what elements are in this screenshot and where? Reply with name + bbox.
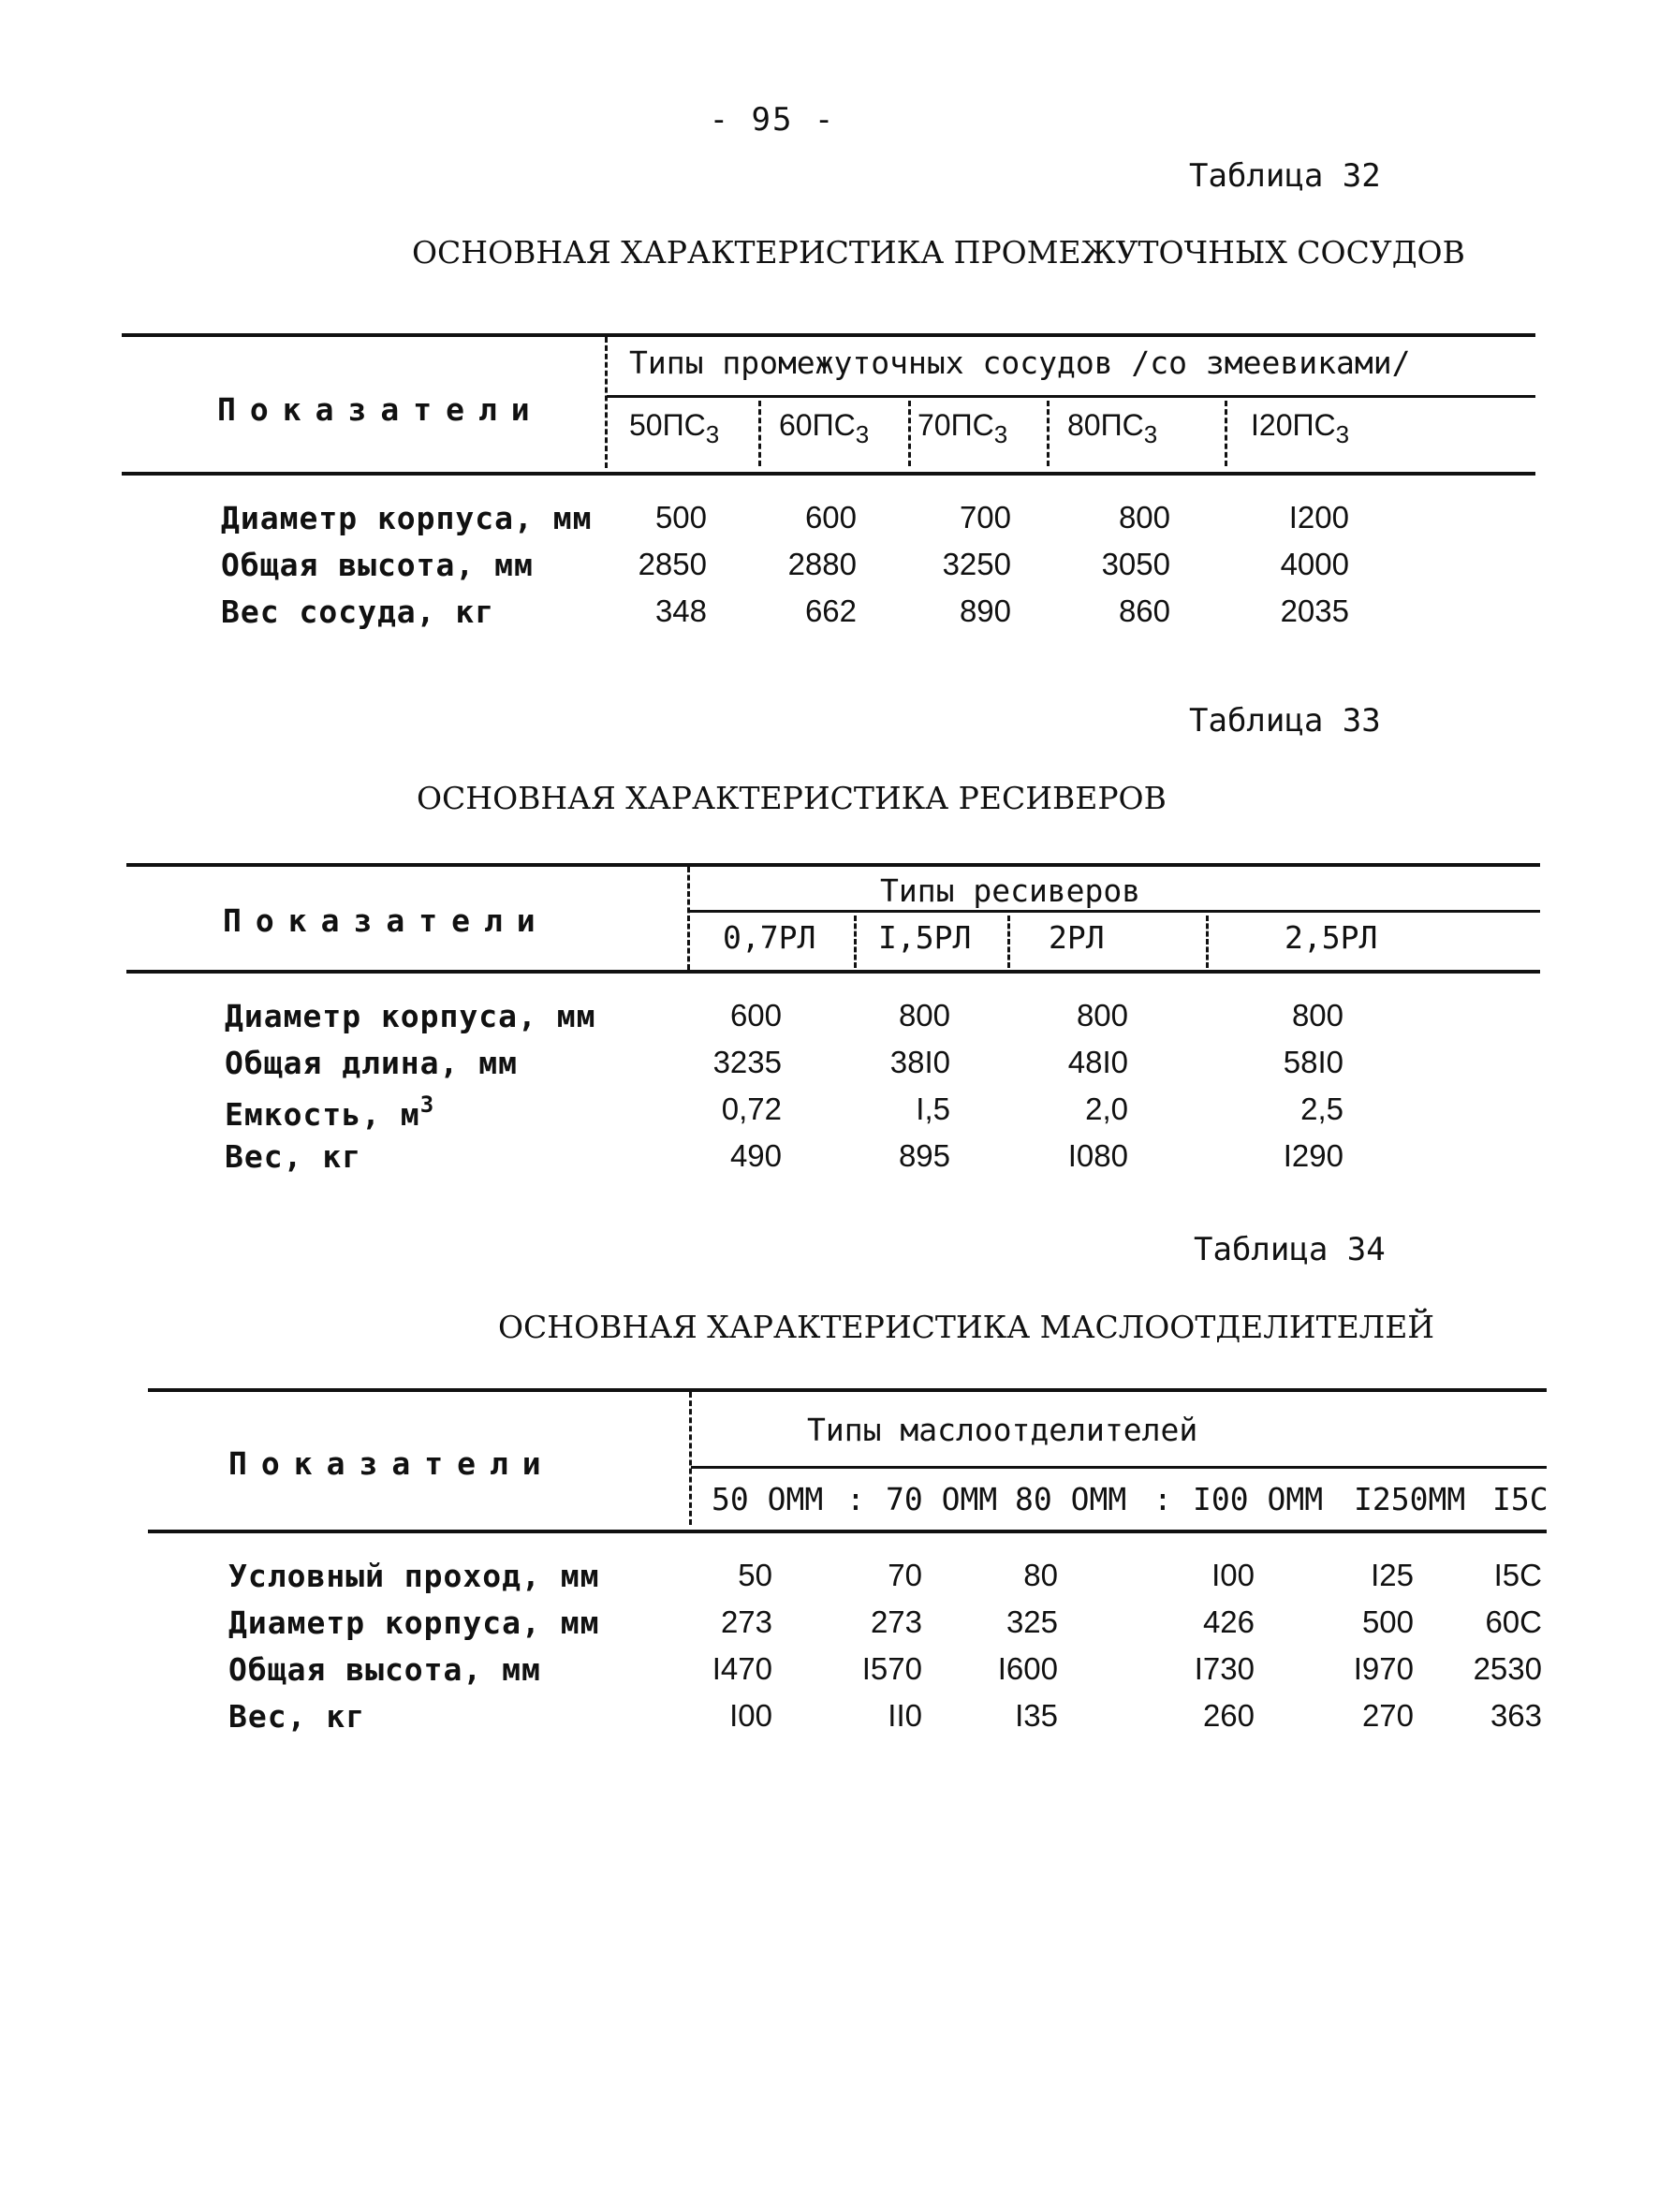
table-32-cell: I200 [1288,500,1349,535]
table-32-cell: 662 [804,593,857,628]
table-34-cell: 273 [720,1604,772,1639]
table-32-cell: 800 [1118,500,1170,535]
table-34-caption: Таблица 34 [1194,1231,1386,1268]
table-34-col-2: 70 ОММ [886,1481,998,1517]
table-33-title: ОСНОВНАЯ ХАРАКТЕРИСТИКА РЕСИВЕРОВ [417,780,1167,816]
table-34-cell: 2530 [1473,1651,1542,1686]
table-34-cell: I5С [1493,1558,1542,1592]
table-34-cell: 80 [1023,1558,1058,1592]
table-32-group-header: Типы промежуточных сосудов /со змеевиками/ [629,344,1411,381]
table-32-cell: 2880 [787,547,857,581]
table-34-cell: 60С [1485,1604,1542,1639]
table-34-row-label: Диаметр корпуса, мм [228,1604,600,1641]
table-33-group-rule [689,910,1540,913]
table-32-cell: 2035 [1280,593,1349,628]
table-34-divider [689,1392,692,1525]
table-34-cell: I570 [861,1651,922,1686]
table-34-cell: I730 [1194,1651,1255,1686]
table-32-header-rule [122,472,1535,476]
table-32-cell: 700 [959,500,1011,535]
table-34-row-label: Условный проход, мм [228,1558,600,1594]
table-33-cell: 2,5 [1300,1091,1343,1126]
table-33-col-3: 2РЛ [1049,919,1105,956]
table-33-row-label: Общая длина, мм [225,1045,519,1081]
table-34-row-label: Общая высота, мм [228,1651,541,1688]
table-32-cell: 860 [1118,593,1170,628]
table-33-col-sep [1206,916,1209,968]
table-34-cell: I25 [1371,1558,1414,1592]
table-34-col-sep: : [1153,1481,1172,1517]
table-33-cell: 600 [729,998,782,1033]
table-32-group-rule [607,395,1535,398]
table-34-cell: I470 [712,1651,772,1686]
table-34-cell: 363 [1490,1698,1542,1733]
table-33-cell: 3235 [712,1045,782,1079]
table-33-cell: 58I0 [1283,1045,1343,1079]
table-34-cell: 273 [870,1604,922,1639]
table-33-row-label: Емкость, $м^3$ [225,1091,435,1133]
table-33-cell: 38I0 [889,1045,950,1079]
table-33-col-2: I,5РЛ [878,919,972,956]
table-33-cell: I,5 [916,1091,950,1126]
table-34-col-6: I5С [1492,1481,1549,1517]
table-34-cell: 270 [1361,1698,1414,1733]
table-32-cell: 500 [654,500,707,535]
table-34-col-5: I250ММ [1354,1481,1466,1517]
table-32-row-label: Вес сосуда, кг [221,593,495,630]
table-34-cell: 325 [1006,1604,1058,1639]
table-32-col-sep [1225,401,1227,466]
table-34-cell: 500 [1361,1604,1414,1639]
table-34-header-rule [148,1530,1547,1533]
table-33-caption: Таблица 33 [1189,702,1381,740]
table-33-cell: 800 [1076,998,1128,1033]
table-33-cell: I080 [1067,1138,1128,1173]
table-33-cell: 895 [898,1138,950,1173]
table-33-col-1: 0,7РЛ [723,919,816,956]
table-33-row-label: Вес, кг [225,1138,362,1175]
table-33-cell: 0,72 [721,1091,782,1126]
table-34-cell: 70 [888,1558,922,1592]
table-34-col-4: I00 ОММ [1193,1481,1324,1517]
table-32-col-3: $70ПС_3$ [918,408,1008,448]
table-33-group-header: Типы ресиверов [880,872,1141,909]
table-33-cell: 490 [729,1138,782,1173]
table-34-row-header: Показатели [228,1445,555,1482]
table-33-header-rule [126,970,1540,974]
table-32-cell: 3050 [1101,547,1170,581]
table-32-row-label: Диаметр корпуса, мм [221,500,593,536]
table-34-group-header: Типы маслоотделителей [807,1412,1198,1448]
table-34-cell: I00 [1211,1558,1255,1592]
table-33-cell: I290 [1283,1138,1343,1173]
table-33-divider [687,867,690,970]
table-32-cell: 2850 [638,547,707,581]
table-32-col-4: $80ПС_3$ [1067,408,1158,448]
table-34-cell: 426 [1202,1604,1255,1639]
table-34-title: ОСНОВНАЯ ХАРАКТЕРИСТИКА МАСЛООТДЕЛИТЕЛЕЙ [498,1309,1435,1345]
table-32-divider [605,337,608,468]
table-32-cell: 3250 [942,547,1011,581]
table-33-col-sep [854,916,857,968]
table-32-col-5: $I20ПС_3$ [1251,408,1350,448]
table-34-cell: II0 [888,1698,922,1733]
page-number: - 95 - [709,101,836,139]
table-32-col-sep [908,401,911,466]
table-34-cell: I00 [729,1698,772,1733]
table-32-row-header: Показатели [217,391,544,428]
table-32-cell: 600 [804,500,857,535]
table-32-cell: 348 [654,593,707,628]
table-33-row-label: Диаметр корпуса, мм [225,998,596,1034]
table-34-col-3: 80 ОММ [1015,1481,1127,1517]
table-33-top-rule [126,863,1540,867]
table-32-cell: 890 [959,593,1011,628]
table-32-row-label: Общая высота, мм [221,547,534,583]
table-33-cell: 48I0 [1067,1045,1128,1079]
table-33-row-header: Показатели [223,902,550,939]
table-34-col-1: 50 ОММ [712,1481,824,1517]
table-32-col-1: $50ПС_3$ [629,408,720,448]
table-33-cell: 2,0 [1085,1091,1128,1126]
table-32-col-sep [1047,401,1050,466]
table-33-col-4: 2,5РЛ [1285,919,1378,956]
table-32-col-2: $60ПС_3$ [779,408,870,448]
table-34-col-sep: : [846,1481,865,1517]
table-34-cell: I600 [997,1651,1058,1686]
table-33-cell: 800 [898,998,950,1033]
table-34-top-rule [148,1388,1547,1392]
table-32-caption: Таблица 32 [1189,157,1381,195]
table-34-cell: I970 [1353,1651,1414,1686]
table-33-col-sep [1007,916,1010,968]
table-33-cell: 800 [1291,998,1343,1033]
table-34-row-label: Вес, кг [228,1698,366,1735]
table-32-cell: 4000 [1280,547,1349,581]
table-34-group-rule [691,1466,1547,1469]
table-32-title: ОСНОВНАЯ ХАРАКТЕРИСТИКА ПРОМЕЖУТОЧНЫХ СОСУДОВ [412,234,1465,271]
table-34-cell: I35 [1015,1698,1058,1733]
table-34-cell: 50 [738,1558,772,1592]
table-34-cell: 260 [1202,1698,1255,1733]
table-32-top-rule [122,333,1535,337]
table-32-col-sep [758,401,761,466]
